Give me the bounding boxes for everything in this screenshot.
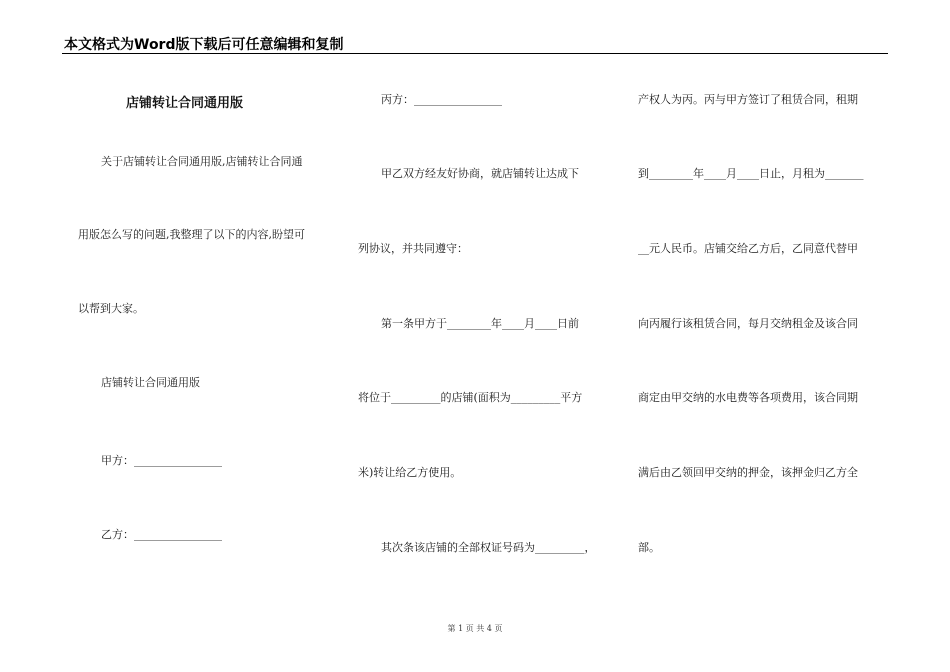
col1-line-1: 关于店铺转让合同通用版,店铺转让合同通 bbox=[101, 155, 303, 168]
col2-line-4: 第一条甲方于________年____月____日前 bbox=[381, 317, 579, 330]
header-rule bbox=[62, 53, 888, 54]
col3-line-1: 产权人为丙。丙与甲方签订了租赁合同，租期 bbox=[638, 93, 858, 106]
col3-line-6: 满后由乙领回甲交纳的押金，该押金归乙方全 bbox=[638, 466, 858, 479]
party-a-line: 甲方：________________ bbox=[101, 454, 222, 467]
document-banner: 本文格式为Word版下载后可任意编辑和复制 bbox=[64, 37, 344, 53]
party-b-line: 乙方：________________ bbox=[101, 528, 222, 541]
col2-line-6: 米)转让给乙方使用。 bbox=[358, 466, 462, 479]
party-c-line: 丙方：________________ bbox=[381, 93, 502, 106]
col3-line-3: __元人民币。店铺交给乙方后，乙同意代替甲 bbox=[638, 242, 858, 255]
document-title: 店铺转让合同通用版 bbox=[126, 96, 244, 111]
col3-line-5: 商定由甲交纳的水电费等各项费用，该合同期 bbox=[638, 391, 858, 404]
col3-line-2: 到________年____月____日止，月租为_______ bbox=[638, 167, 864, 180]
col3-line-4: 向丙履行该租赁合同，每月交纳租金及该合同 bbox=[638, 317, 858, 330]
col2-line-7: 其次条该店铺的全部权证号码为_________， bbox=[381, 541, 596, 554]
col1-line-3: 以帮到大家。 bbox=[78, 302, 144, 315]
col2-line-5: 将位于_________的店铺(面积为_________平方 bbox=[358, 391, 583, 404]
col2-line-3: 列协议，并共同遵守： bbox=[358, 242, 468, 255]
col3-line-7: 部。 bbox=[638, 541, 660, 554]
col2-line-2: 甲乙双方经友好协商，就店铺转让达成下 bbox=[381, 167, 579, 180]
page-number: 第 1 页 共 4 页 bbox=[447, 624, 503, 633]
col1-line-2: 用版怎么写的问题,我整理了以下的内容,盼望可 bbox=[78, 228, 305, 241]
col1-line-4: 店铺转让合同通用版 bbox=[101, 376, 200, 389]
